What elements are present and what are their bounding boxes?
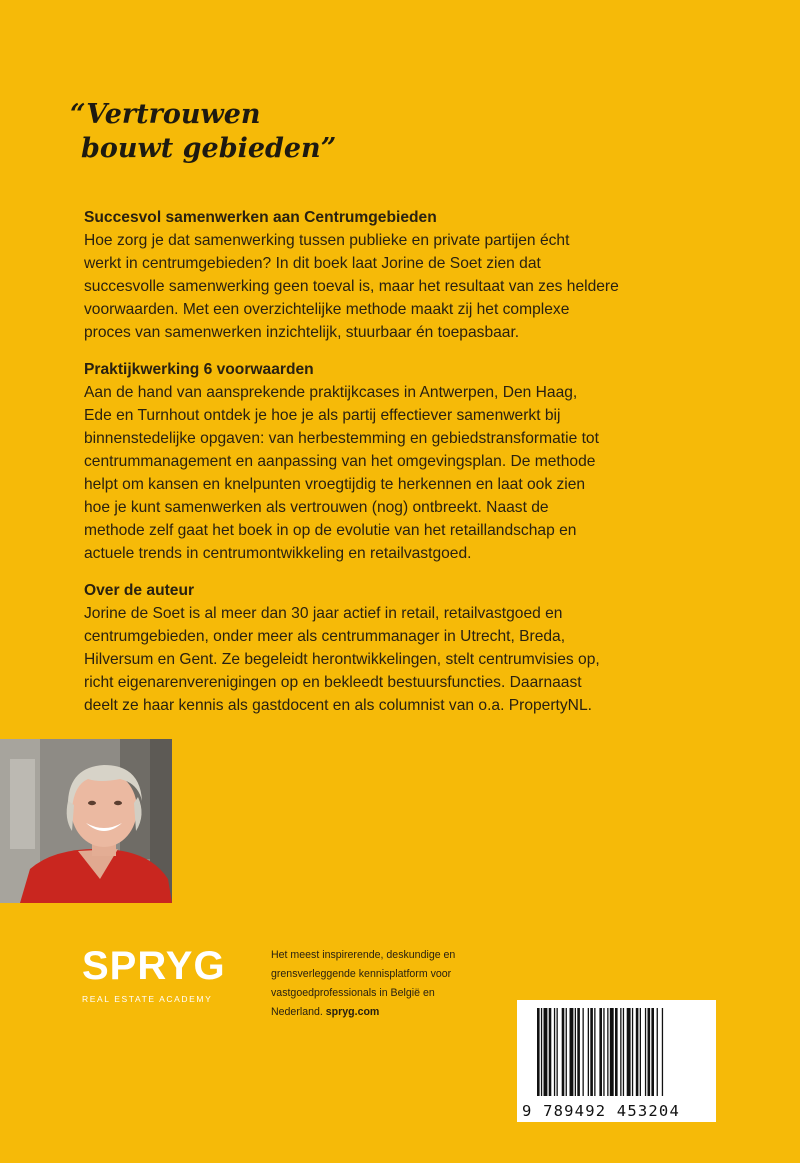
barcode-bar <box>541 1008 542 1096</box>
text-line: helpt om kansen en knelpunten vroegtijdig te herkennen en laat ook zien <box>84 476 586 493</box>
section-auteur <box>84 579 644 717</box>
text-line: deelt ze haar kennis als gastdocent en als columnist van o.a. PropertyNL. <box>84 697 592 714</box>
section-heading: Succesvol samenwerken aan Centrumgebieden <box>84 209 437 226</box>
barcode-bar <box>636 1008 639 1096</box>
platform-link[interactable]: spryg.com <box>325 1006 380 1018</box>
barcode-bar <box>623 1008 624 1096</box>
section-text <box>84 602 644 717</box>
barcode-bar <box>554 1008 555 1096</box>
barcode-bar <box>562 1008 565 1096</box>
barcode-bar <box>615 1008 618 1096</box>
text-line: hoe je kunt samenwerken als vertrouwen (nog) ontbreekt. Naast de <box>84 499 549 516</box>
barcode-bar <box>599 1008 602 1096</box>
barcode-bar <box>594 1008 595 1096</box>
text-line: werkt in centrumgebieden? In dit boek laat Jorine de Soet zien dat <box>84 255 541 272</box>
barcode-bar <box>575 1008 576 1096</box>
text-line: Aan de hand van aansprekende praktijkcases in Antwerpen, Den Haag, <box>84 384 578 401</box>
platform-line: Het meest inspirerende, deskundige en <box>271 949 456 961</box>
text-line: methode zelf gaat het boek in op de evolutie van het retaillandschap en <box>84 522 577 539</box>
logo-tagline: REAL ESTATE ACADEMY <box>82 994 213 1004</box>
blurb <box>84 206 644 731</box>
barcode-bar <box>549 1008 552 1096</box>
text-line: succesvolle samenwerking geen toeval is, maar het resultaat van zes heldere <box>84 278 619 295</box>
barcode-bar <box>583 1008 584 1096</box>
section-heading: Over de auteur <box>84 582 195 599</box>
barcode-bar <box>537 1008 540 1096</box>
barcode-bar <box>632 1008 633 1096</box>
barcode-bar <box>603 1008 604 1096</box>
text-line: Jorine de Soet is al meer dan 30 jaar actief in retail, retailvastgoed en <box>84 605 563 622</box>
barcode-bar <box>557 1008 558 1096</box>
section-text <box>84 229 644 344</box>
text-line: actuele trends in centrumontwikkeling en retailvastgoed. <box>84 545 472 562</box>
barcode-bar <box>544 1008 548 1096</box>
text-line: Ede en Turnhout ontdek je hoe je als partij effectiever samenwerkt bij <box>84 407 561 424</box>
author-photo <box>0 739 172 903</box>
platform-description <box>271 946 491 1022</box>
barcode-bar <box>570 1008 574 1096</box>
platform-line: Nederland. <box>271 1006 323 1018</box>
quote-line-2: bouwt gebieden” <box>81 133 337 164</box>
text-line: centrumgebieden, onder meer als centrummanager in Utrecht, Breda, <box>84 628 566 645</box>
text-line: voorwaarden. Met een overzichtelijke methode maakt zij het complexe <box>84 301 570 318</box>
author-portrait-illustration <box>0 739 172 903</box>
section-praktijkwerking <box>84 358 644 565</box>
quote-line-1: “Vertrouwen <box>70 99 261 130</box>
text-line: Hilversum en Gent. Ze begeleidt herontwikkelingen, stelt centrumvisies op, <box>84 651 600 668</box>
cover-quote <box>70 98 336 166</box>
barcode-bar <box>620 1008 621 1096</box>
barcode-bar <box>640 1008 641 1096</box>
text-line: centrummanagement en aanpassing van het omgevingsplan. De methode <box>84 453 596 470</box>
text-line: Hoe zorg je dat samenwerking tussen publieke en private partijen écht <box>84 232 570 249</box>
logo-wordmark: SPRYG <box>82 944 226 988</box>
barcode-bar <box>607 1008 608 1096</box>
section-heading: Praktijkwerking 6 voorwaarden <box>84 361 314 378</box>
barcode-bars <box>517 1000 716 1100</box>
barcode-bar <box>588 1008 589 1096</box>
barcode-bar <box>645 1008 646 1096</box>
text-line: proces van samenwerken inzichtelijk, stuurbaar én toepasbaar. <box>84 324 520 341</box>
isbn-barcode <box>517 1000 716 1122</box>
text-line: richt eigenarenverenigingen op en bekleedt bestuursfuncties. Daarnaast <box>84 674 582 691</box>
spryg-logo <box>82 944 226 1014</box>
platform-line: vastgoedprofessionals in België en <box>271 987 435 999</box>
barcode-bar <box>662 1008 663 1096</box>
barcode-bar <box>657 1008 658 1096</box>
barcode-bar <box>610 1008 614 1096</box>
platform-line: grensverleggende kennisplatform voor <box>271 968 452 980</box>
section-samenwerken <box>84 206 644 344</box>
barcode-bar <box>566 1008 567 1096</box>
barcode-bar <box>590 1008 593 1096</box>
barcode-bar <box>627 1008 631 1096</box>
barcode-bar <box>648 1008 651 1096</box>
barcode-bar <box>651 1008 654 1096</box>
section-text <box>84 381 644 565</box>
text-line: binnenstedelijke opgaven: van herbestemming en gebiedstransformatie tot <box>84 430 599 447</box>
barcode-bar <box>577 1008 580 1096</box>
isbn-number: 9 789492 453204 <box>522 1102 680 1120</box>
